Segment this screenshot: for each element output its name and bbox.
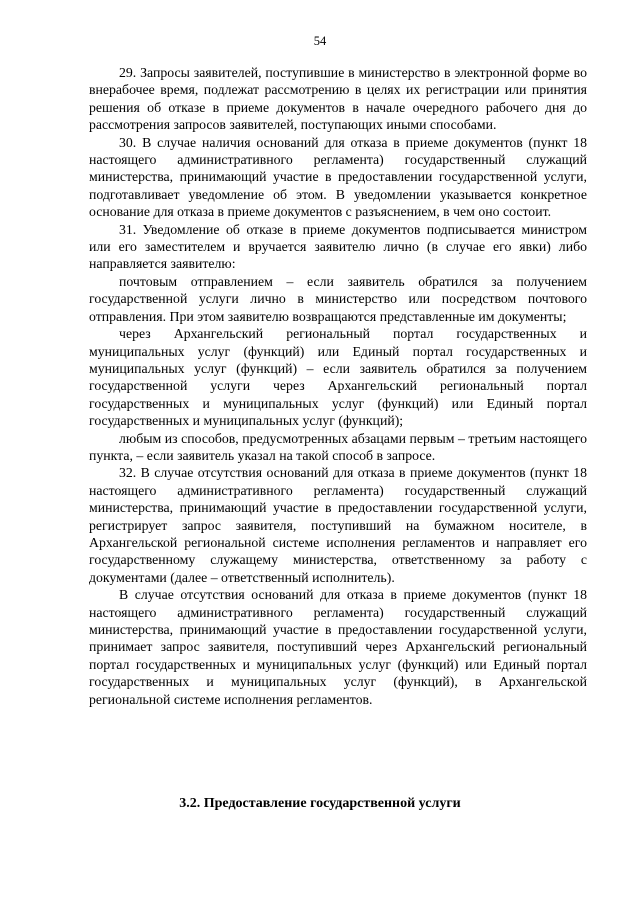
- paragraph-31: 31. Уведомление об отказе в приеме документов подписывается министром или его заместителем и вручается заявителю лично (в случае его явки) либо направляется заявителю:: [89, 221, 587, 272]
- paragraph-32: 32. В случае отсутствия оснований для отказа в приеме документов (пункт 18 настоящего административного регламента) государственный служащий министерства, принимающий участие в предоставлении государственной услуги, регистрирует запрос заявителя, поступивший на бумажном носителе, в Архангельской региональной системе исполнения регламентов и направляет его государственному служащему министерства, ответственному за работу с документами (далее – ответственный исполнитель).: [89, 465, 587, 585]
- page-number: 54: [313, 34, 327, 48]
- document-body: [89, 64, 587, 708]
- paragraph-30: 30. В случае наличия оснований для отказа в приеме документов (пункт 18 настоящего административного регламента) государственный служащий министерства, принимающий участие в предоставлении государственной услуги, подготавливает уведомление об этом. В уведомлении указывается конкретное основание для отказа в приеме документов с разъяснением, в чем оно состоит.: [89, 134, 587, 220]
- paragraph-29: 29. Запросы заявителей, поступившие в министерство в электронной форме во внерабочее время, подлежат рассмотрению в целях их регистрации или принятия решения об отказе в приеме документов в начале очередного рабочего дня до рассмотрения запросов заявителей, поступающих иными способами.: [89, 65, 587, 133]
- paragraph-31-postal: почтовым отправлением – если заявитель обратился за получением государственной услуги лично в министерство или посредством почтового отправления. При этом заявителю возвращаются представленные им документы;: [89, 273, 587, 324]
- paragraph-31-any-method: любым из способов, предусмотренных абзацами первым – третьим настоящего пункта, – если заявитель указал на такой способ в запросе.: [89, 430, 587, 463]
- paragraph-31-portal: через Архангельский региональный портал государственных и муниципальных услуг (функций) или Единый портал государственных и муниципальных услуг (функций) – если заявитель обратился за получением государственной услуги через Архангельский региональный портал государственных и муниципальных услуг (функций) или Единый портал государственных и муниципальных услуг (функций);: [89, 326, 587, 429]
- paragraph-32-electronic: В случае отсутствия оснований для отказа в приеме документов (пункт 18 настоящего административного регламента) государственный служащий министерства, принимающий участие в предоставлении государственной услуги, принимает запрос заявителя, поступивший через Архангельский региональный портал государственных и муниципальных услуг (функций) или Единый портал государственных и муниципальных услуг (функций), в Архангельской региональной системе исполнения регламентов.: [89, 587, 587, 707]
- section-heading: 3.2. Предоставление государственной услуги: [179, 796, 461, 811]
